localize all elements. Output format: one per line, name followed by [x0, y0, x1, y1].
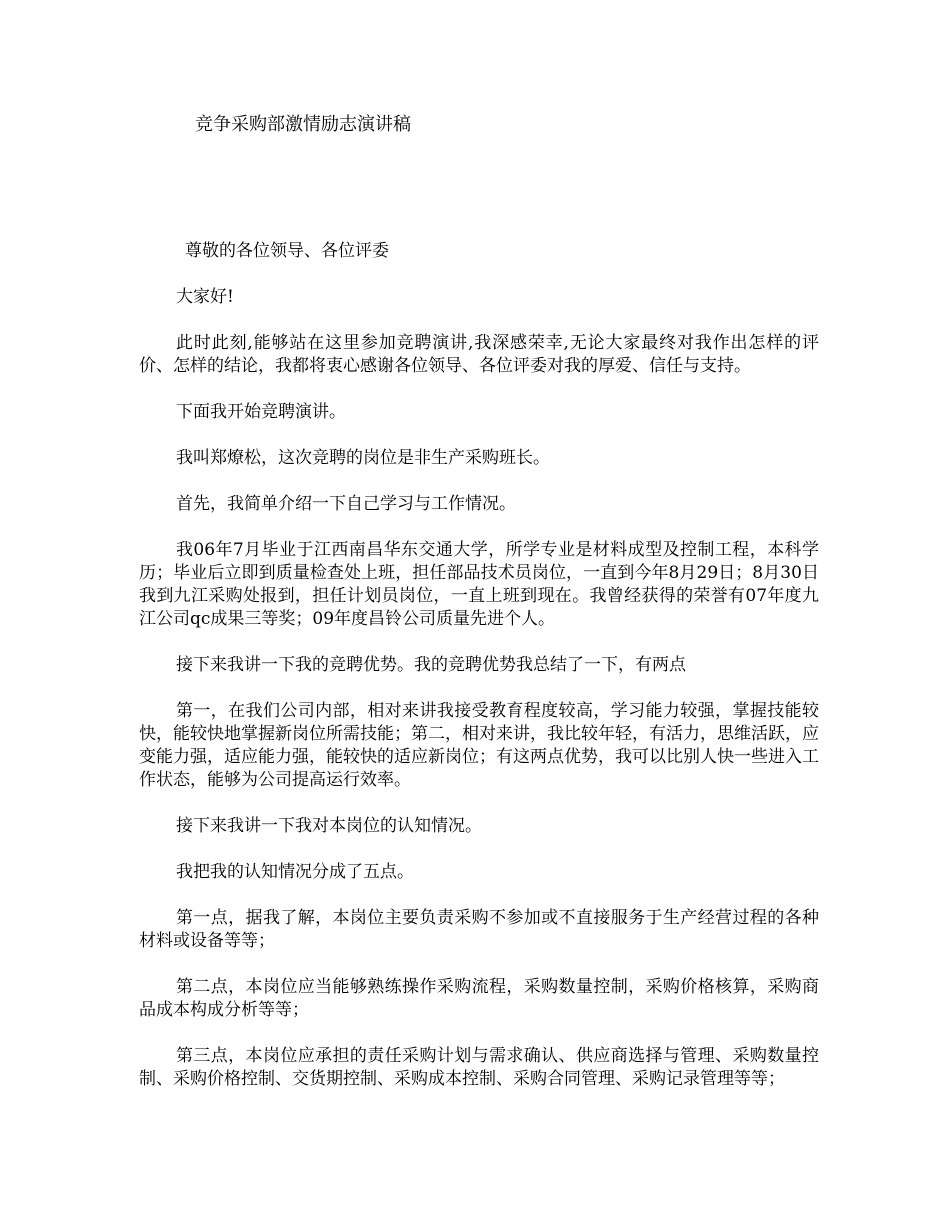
advantages-paragraph: 第一，在我们公司内部，相对来讲我接受教育程度较高，学习能力较强，掌握技能较快，能较快地掌握新岗位所需技能；第二，相对来讲，我比较年轻，有活力，思维活跃，应变能力强，适应能力强，能较快的适应新岗位；有这两点优势，我可以比别人快一些进入工作状态，能够为公司提高运行效率。: [139, 701, 819, 790]
background-intro-paragraph: 首先，我简单介绍一下自己学习与工作情况。: [176, 494, 516, 514]
self-introduction-paragraph: 我叫郑燎松，这次竞聘的岗位是非生产采购班长。: [176, 448, 550, 468]
advantages-intro-paragraph: 接下来我讲一下我的竞聘优势。我的竞聘优势我总结了一下，有两点: [176, 655, 686, 675]
opening-paragraph: 此时此刻,能够站在这里参加竞聘演讲,我深感荣幸,无论大家最终对我作出怎样的评价、怎样的结论，我都将衷心感谢各位领导、各位评委对我的厚爱、信任与支持。: [139, 333, 819, 376]
cognition-intro-paragraph: 接下来我讲一下我对本岗位的认知情况。: [176, 816, 482, 836]
point-three-paragraph: 第三点，本岗位应承担的责任采购计划与需求确认、供应商选择与管理、采购数量控制、采购价格控制、交货期控制、采购成本控制、采购合同管理、采购记录管理等等；: [139, 1046, 819, 1089]
document-body: [139, 240, 819, 1114]
salutation-paragraph: 尊敬的各位领导、各位评委: [185, 241, 389, 261]
cognition-points-paragraph: 我把我的认知情况分成了五点。: [176, 862, 414, 882]
greeting-paragraph: 大家好!: [176, 287, 234, 307]
document-title: 竞争采购部激情励志演讲稿: [195, 114, 411, 135]
point-one-paragraph: 第一点，据我了解，本岗位主要负责采购不参加或不直接服务于生产经营过程的各种材料或设备等等；: [139, 908, 819, 951]
point-two-paragraph: 第二点，本岗位应当能够熟练操作采购流程，采购数量控制，采购价格核算，采购商品成本构成分析等等；: [139, 977, 819, 1020]
work-history-paragraph: 我06年7月毕业于江西南昌华东交通大学，所学专业是材料成型及控制工程，本科学历；毕业后立即到质量检查处上班，担任部品技术员岗位，一直到今年8月29日；8月30日我到九江采购处报到，担任计划员岗位，一直上班到现在。我曾经获得的荣誉有07年度九江公司qc成果三等奖；09年度昌铃公司质量先进个人。: [139, 540, 819, 629]
speech-start-paragraph: 下面我开始竞聘演讲。: [176, 402, 346, 422]
